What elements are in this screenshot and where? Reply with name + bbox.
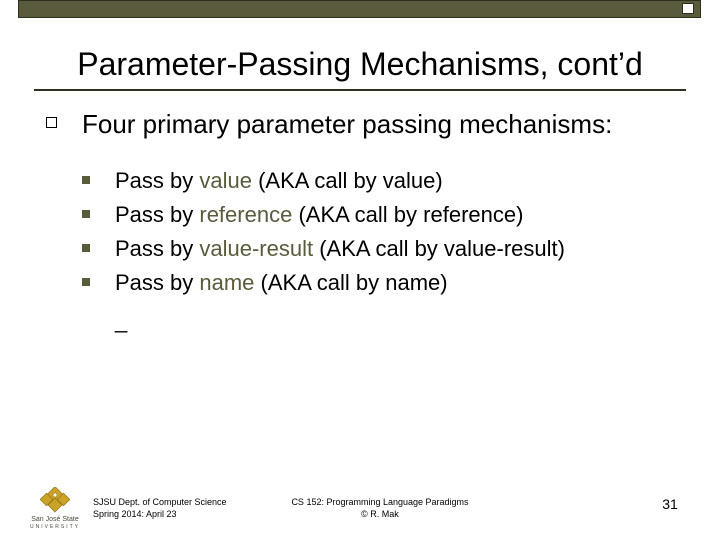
logo-text: San José State: [31, 516, 79, 523]
sub-point-text: [115, 202, 523, 228]
sub-point-text: [115, 270, 448, 296]
square-bullet-icon: [46, 117, 57, 128]
top-bar-corner-box: [682, 3, 694, 14]
sub-point-suffix: (AKA call by value-result): [313, 236, 565, 261]
sub-point-suffix: (AKA call by reference): [292, 202, 524, 227]
sub-point-keyword: name: [199, 270, 255, 295]
sub-point-prefix: Pass by: [115, 236, 200, 261]
small-square-bullet-icon: [82, 278, 90, 286]
title-divider: [34, 89, 686, 91]
small-square-bullet-icon: [82, 244, 90, 252]
sub-point-suffix: (AKA call by name): [254, 270, 448, 295]
sub-point-keyword: value: [199, 168, 252, 193]
sub-point-keyword: reference: [199, 202, 293, 227]
top-decorative-bar: [18, 0, 701, 18]
sub-point-text: [115, 236, 565, 262]
footer-dept: SJSU Dept. of Computer Science: [93, 497, 227, 507]
small-square-bullet-icon: [82, 210, 90, 218]
sub-point-keyword: value-result: [199, 236, 314, 261]
slide-title: Parameter-Passing Mechanisms, cont’d: [77, 46, 643, 82]
footer-copyright: © R. Mak: [361, 509, 399, 519]
sub-point-prefix: Pass by: [115, 168, 200, 193]
page-number: 31: [662, 496, 678, 512]
trailing-mark: _: [115, 308, 128, 333]
footer-course-info: [93, 496, 227, 520]
sub-point-text: [115, 168, 443, 194]
logo-subtext: UNIVERSITY: [30, 524, 81, 530]
small-square-bullet-icon: [82, 176, 90, 184]
sub-point-prefix: Pass by: [115, 270, 200, 295]
sub-point-prefix: Pass by: [115, 202, 200, 227]
sub-point-4: [82, 270, 642, 304]
footer-course-title: [270, 496, 490, 520]
main-point: Four primary parameter passing mechanisms:: [82, 109, 613, 139]
sub-point-2: [82, 202, 642, 236]
sub-point-3: [82, 236, 642, 270]
sub-point-suffix: (AKA call by value): [251, 168, 443, 193]
footer-course-name: CS 152: Programming Language Paradigms: [291, 497, 469, 507]
sub-point-1: [82, 168, 642, 202]
footer-date: Spring 2014: April 23: [93, 509, 177, 519]
